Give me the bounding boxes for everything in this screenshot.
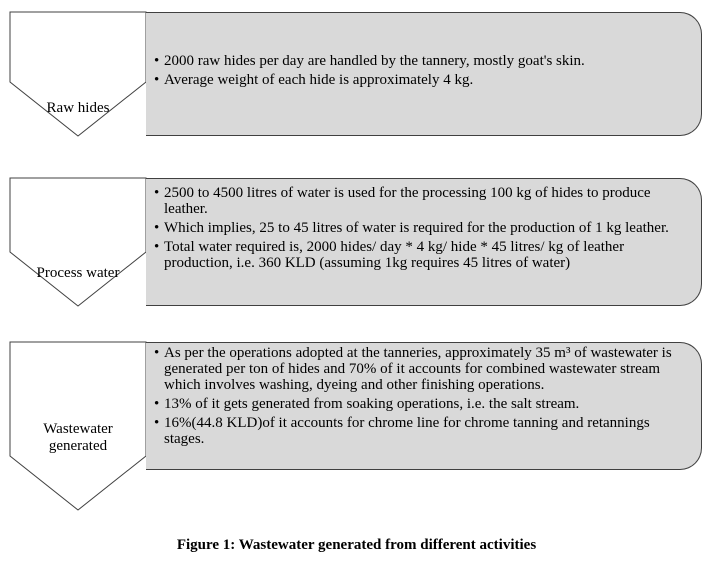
- bullet-item: • 2000 raw hides per day are handled by the tannery, mostly goat's skin.: [154, 53, 585, 69]
- stage-label-process-water: [10, 265, 146, 282]
- bullet-icon: •: [154, 239, 160, 255]
- bullet-item: • Which implies, 25 to 45 litres of water is required for the production of 1 kg leather.: [154, 220, 669, 236]
- panel-raw-hides: [146, 12, 702, 136]
- stage-label-line: Raw hides: [46, 100, 110, 116]
- stage-label-line: Wastewater: [43, 421, 113, 437]
- chevron-process-water: [10, 178, 146, 306]
- bullet-icon: •: [154, 220, 160, 236]
- bullet-icon: •: [154, 396, 160, 412]
- bullet-item: • 13% of it gets generated from soaking operations, i.e. the salt stream.: [154, 396, 580, 412]
- chevron-raw-hides: [10, 12, 146, 136]
- bullet-item: • 2500 to 4500 litres of water is used for the processing 100 kg of hides to produce leather.: [154, 185, 651, 217]
- stage-label-line: Process water: [36, 265, 120, 281]
- bullet-icon: •: [154, 53, 160, 69]
- bullet-item: • As per the operations adopted at the tanneries, approximately 35 m³ of wastewater is generated per ton of hides and 70% of it accounts for combined wastewater stream which involves washing, dyeing and other finishing operations.: [154, 345, 672, 393]
- bullet-icon: •: [154, 415, 160, 431]
- stage-label-line: generated: [48, 438, 108, 454]
- stage-label-raw-hides: [10, 100, 146, 117]
- panel-wastewater-generated: [146, 342, 702, 470]
- figure-caption: Figure 1: Wastewater generated from different activities: [176, 537, 537, 553]
- bullet-list: [150, 345, 677, 447]
- bullet-icon: •: [154, 345, 160, 361]
- bullet-item: • Average weight of each hide is approximately 4 kg.: [154, 72, 474, 88]
- bullet-icon: •: [154, 185, 160, 201]
- bullet-item: • 16%(44.8 KLD)of it accounts for chrome line for chrome tanning and retannings stages.: [154, 415, 650, 447]
- bullet-list: [150, 53, 677, 88]
- bullet-list: [150, 185, 677, 271]
- bullet-item: • Total water required is, 2000 hides/ day * 4 kg/ hide * 45 litres/ kg of leather production, i.e. 360 KLD (assuming 1kg requires 45 litres of water): [154, 239, 625, 271]
- panel-process-water: [146, 178, 702, 306]
- bullet-icon: •: [154, 72, 160, 88]
- stage-label-wastewater-generated: [10, 421, 146, 455]
